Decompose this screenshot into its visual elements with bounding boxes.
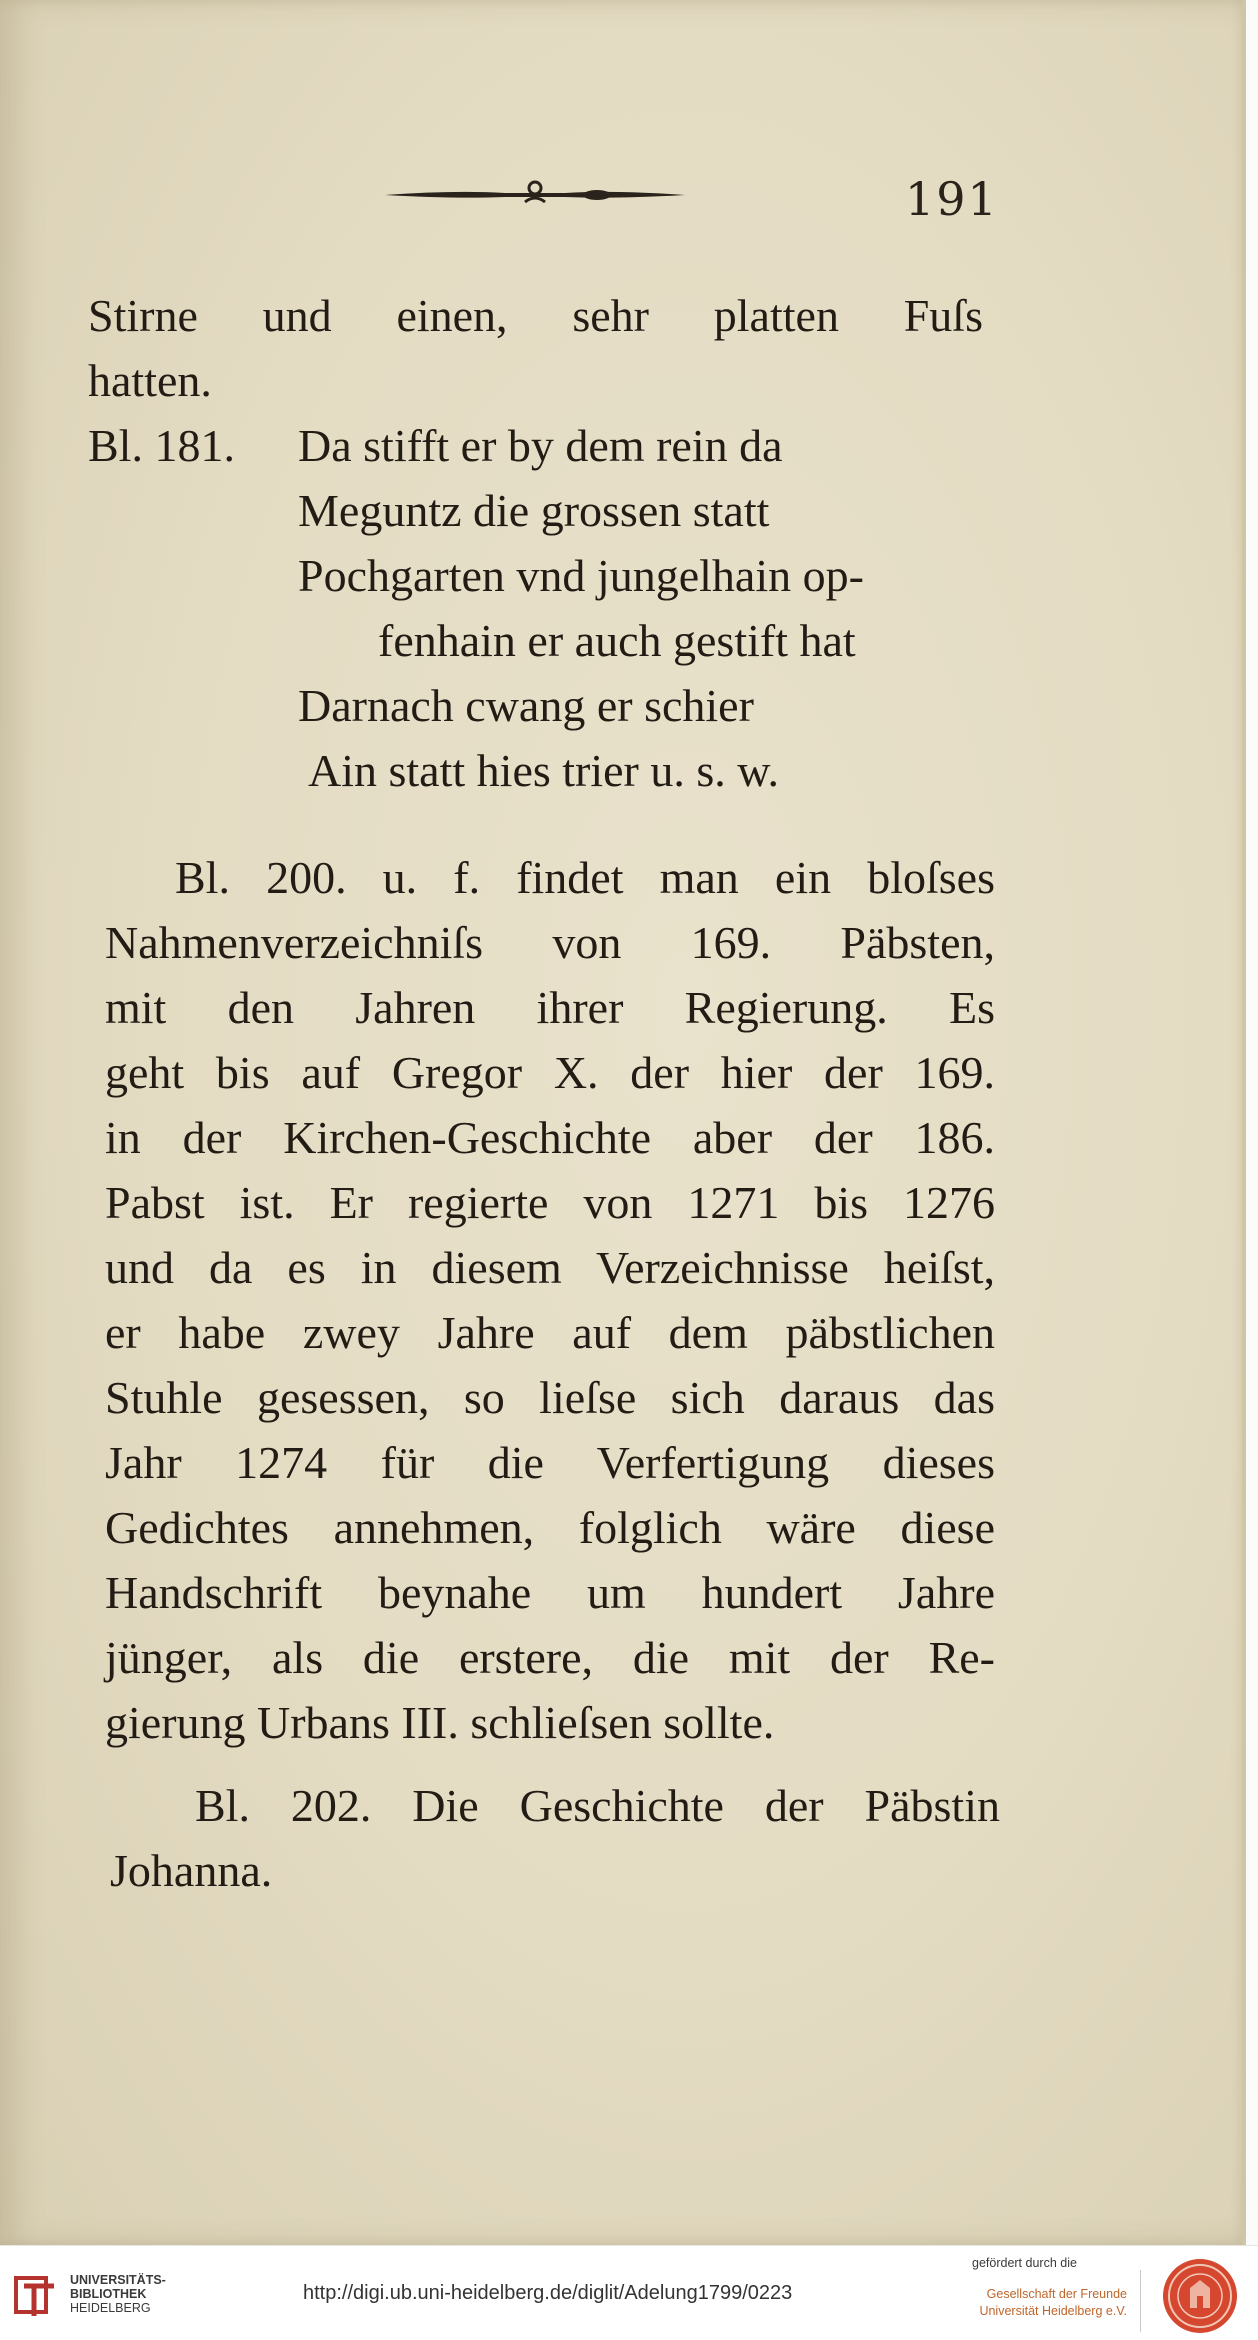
paragraph-line: Pabst ist. Er regierte von 1271 bis 1276 [105, 1177, 995, 1228]
main-paragraph [105, 845, 995, 1755]
paragraph-line: Handschrift beynahe um hundert Jahre [105, 1567, 995, 1618]
paragraph-line: gierung Urbans III. schlieſsen sollte. [105, 1697, 775, 1748]
verse-line: Ain statt hies trier u. s. w. [308, 745, 780, 796]
footer-divider [1140, 2270, 1141, 2332]
funded-by-label: gefördert durch die [972, 2256, 1077, 2270]
library-name-line: UNIVERSITÄTS- [70, 2273, 166, 2287]
paragraph-line: Jahr 1274 für die Verfertigung dieses [105, 1437, 995, 1488]
verse-quote [298, 413, 998, 803]
paragraph-line: geht bis auf Gregor X. der hier der 169. [105, 1047, 995, 1098]
credit-footer [0, 2245, 1258, 2340]
paragraph-line: Bl. 202. Die Geschichte der Päbstin [195, 1780, 1000, 1831]
library-name-line: HEIDELBERG [70, 2301, 151, 2315]
society-name-line: Universität Heidelberg e.V. [979, 2304, 1127, 2318]
library-name-line: BIBLIOTHEK [70, 2287, 147, 2301]
library-name[interactable] [70, 2273, 166, 2315]
paragraph-line: Gedichtes annehmen, folglich wäre diese [105, 1502, 995, 1553]
verse-line: Meguntz die grossen statt [298, 485, 770, 536]
paragraph-line: er habe zwey Jahre auf dem päbstlichen [105, 1307, 995, 1358]
society-name-line: Gesellschaft der Freunde [986, 2287, 1127, 2301]
verse-line: fenhain er auch gestift hat [378, 615, 856, 666]
paragraph-line: Johanna. [110, 1845, 273, 1896]
text-line: Stirne und einen, sehr platten Fuſs [88, 290, 983, 341]
paragraph-line: jünger, als die erstere, die mit der Re- [105, 1632, 995, 1683]
university-seal-icon [1160, 2256, 1240, 2336]
opening-lines [88, 283, 983, 413]
page-number: 191 [905, 172, 999, 226]
closing-paragraph [110, 1773, 1000, 1903]
verse-label: Bl. 181. [88, 420, 235, 471]
paragraph-line: Stuhle gesessen, so lieſse sich daraus das [105, 1372, 995, 1423]
society-name[interactable] [975, 2286, 1127, 2320]
paragraph-line: Bl. 200. u. f. findet man ein bloſses [175, 852, 995, 903]
paragraph-line: und da es in diesem Verzeichnisse heiſst, [105, 1242, 995, 1293]
permalink-url[interactable]: http://digi.ub.uni-heidelberg.de/diglit/Adelung1799/0223 [303, 2282, 793, 2304]
verse-line: Pochgarten vnd jungelhain op- [298, 550, 864, 601]
text-line: hatten. [88, 355, 212, 406]
paragraph-line: mit den Jahren ihrer Regierung. Es [105, 982, 995, 1033]
verse-line: Da stifft er by dem rein da [298, 420, 783, 471]
paragraph-line: in der Kirchen-Geschichte aber der 186. [105, 1112, 995, 1163]
verse-line: Darnach cwang er schier [298, 680, 754, 731]
paragraph-line: Nahmenverzeichniſs von 169. Päbsten, [105, 917, 995, 968]
university-library-logo-icon[interactable] [14, 2272, 60, 2318]
ornament-rule [385, 180, 685, 210]
